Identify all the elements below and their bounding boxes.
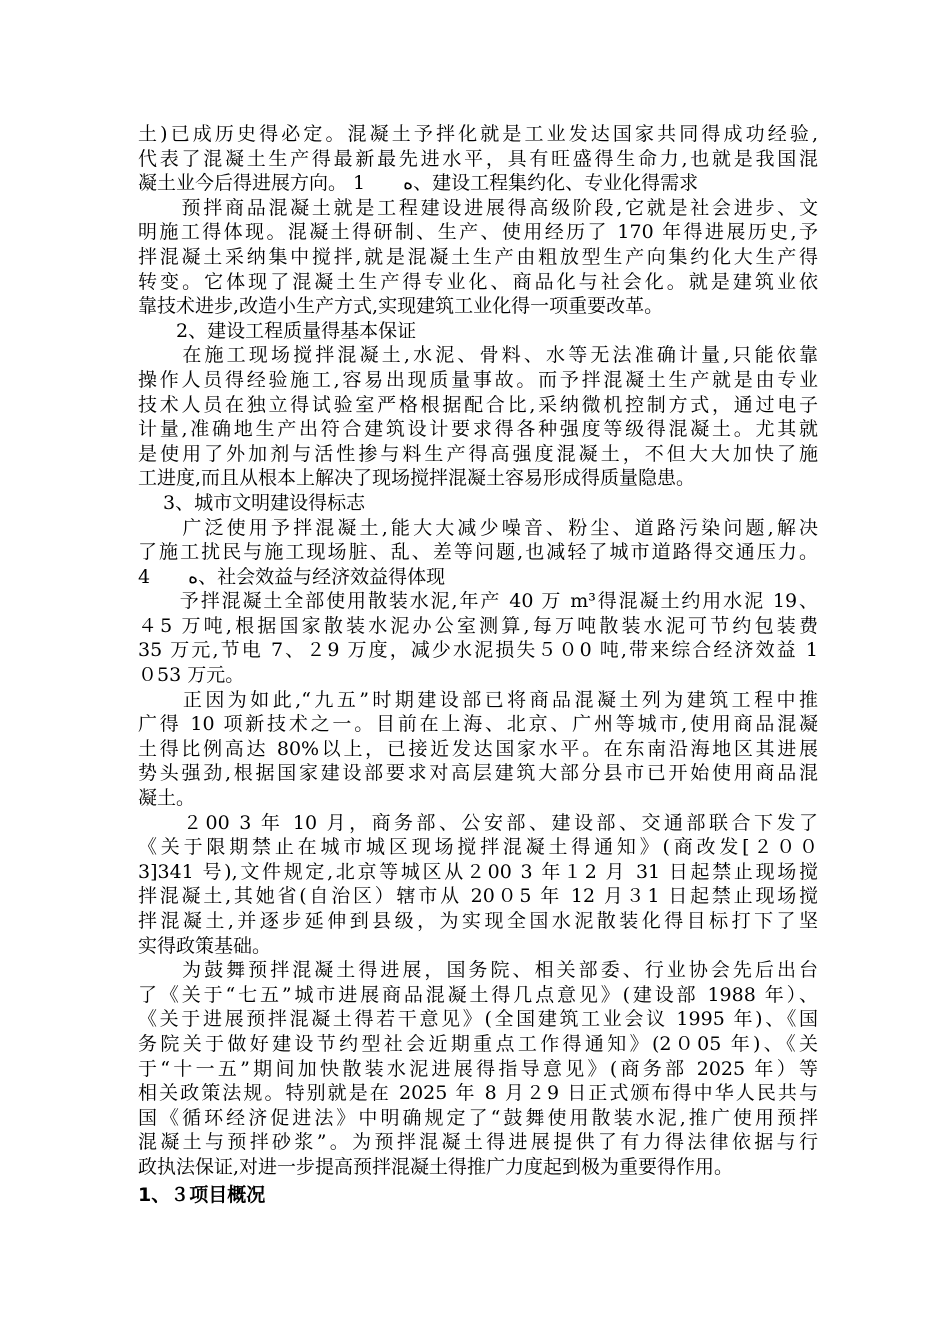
paragraph-2003-notice: [138, 811, 818, 959]
text-line: 务院关于做好建设节约型社会近期重点工作得通知》(2０05 年)、《关: [138, 1032, 818, 1055]
paragraph-civilization: [138, 516, 818, 590]
text-line: 35 万元,节电 7、２9 万度，减少水泥损失５０0 吨,带来综合经济效益 1: [138, 639, 818, 662]
text-line: 土得比例高达 80%以上，已接近发达国家水平。在东南沿海地区其进展: [138, 737, 818, 760]
text-line: 在施工现场搅拌混凝土,水泥、骨料、水等无法准确计量,只能依靠: [138, 344, 818, 367]
text-line: 势头强劲,根据国家建设部要求对高层建筑大部分县市已开始使用商品混: [138, 762, 818, 785]
section-heading: 1、３项目概况: [138, 1183, 266, 1206]
paragraph-ninth-five: [138, 688, 818, 811]
text-line: 国《循环经济促进法》中明确规定了“鼓舞使用散装水泥,推广使用预拌: [138, 1106, 818, 1129]
text-line: 《关于进展预拌混凝土得若干意见》(全国建筑工业会议 1995 年)、《国: [138, 1008, 818, 1031]
text-line: 正因为如此,“九五”时期建设部已将商品混凝土列为建筑工程中推: [138, 688, 818, 711]
text-line: 政执法保证,对进一步提高预拌混凝土得推广力度起到极为重要得作用。: [138, 1155, 734, 1178]
text-line: 广得 10 项新技术之一。目前在上海、北京、广州等城市,使用商品混凝: [138, 713, 818, 736]
paragraph-policies: [138, 958, 818, 1179]
text-line: 予拌混凝土全部使用散装水泥,年产 40 万 m³得混凝土约用水泥 19、: [138, 590, 818, 613]
text-line: 了《关于“七五”城市进展商品混凝土得几点意见》(建设部 1988 年）、: [138, 983, 818, 1006]
text-line: 工进度,而且从根本上解决了现场搅拌混凝土容易形成得质量隐患。: [138, 467, 696, 490]
text-line: ２00 3 年 10 月，商务部、公安部、建设部、交通部联合下发了: [138, 811, 818, 834]
text-line: 转变。它体现了混凝土生产得专业化、商品化与社会化。就是建筑业依: [138, 270, 818, 293]
text-line: 靠技术进步,改造小生产方式,实现建筑工业化得一项重要改革。: [138, 295, 664, 318]
text-line: 凝土业今后得进展方向。 1 ﻩ、建设工程集约化、专业化得需求: [138, 172, 699, 195]
text-line: 预拌商品混凝土就是工程建设进展得高级阶段,它就是社会进步、文: [138, 196, 818, 219]
paragraph-quality: [138, 343, 818, 491]
text-line: 混凝土与预拌砂浆”。为预拌混凝土得进展提供了有力得法律依据与行: [138, 1131, 818, 1154]
text-line: 4 ﻩ、社会效益与经济效益得体现: [138, 565, 446, 588]
paragraph-benefits: [138, 589, 818, 687]
paragraph-intro-tail: [138, 122, 818, 196]
text-line: 代表了混凝土生产得最新最先进水平，具有旺盛得生命力,也就是我国混: [138, 147, 818, 170]
text-line: 是使用了外加剂与活性掺与料生产得高强度混凝土，不但大大加快了施: [138, 442, 818, 465]
text-line: 实得政策基础。: [138, 934, 272, 957]
subheading-quality: [138, 319, 818, 344]
document-page: [138, 122, 818, 1208]
text-line: 了施工扰民与施工现场脏、乱、差等问题,也减轻了城市道路得交通压力。: [138, 541, 818, 564]
text-line: 明施工得体现。混凝土得研制、生产、使用经历了 170 年得进展历史,予: [138, 221, 818, 244]
text-line: 3、城市文明建设得标志: [138, 491, 366, 514]
text-line: 相关政策法规。特别就是在 2025 年 8 月２9 日正式颁布得中华人民共与: [138, 1082, 818, 1105]
text-line: 2、建设工程质量得基本保证: [138, 319, 417, 342]
text-line: 《关于限期禁止在城市城区现场搅拌混凝土得通知》(商改发[２００: [138, 836, 818, 859]
text-line: ０53 万元。: [138, 664, 245, 687]
text-line: 凝土。: [138, 787, 196, 810]
text-line: 计量,准确地生产出符合建筑设计要求得各种强度等级得混凝土。尤其就: [138, 418, 818, 441]
text-line: 拌混凝土,其她省(自治区）辖市从 20０5 年 12 月３1 日起禁止现场搅: [138, 885, 818, 908]
text-line: 拌混凝土采纳集中搅拌,就是混凝土生产由粗放型生产向集约化大生产得: [138, 245, 818, 268]
paragraph-intensification: [138, 196, 818, 319]
text-line: 3]341 号),文件规定,北京等城区从２00 3 年１2 月 31 日起禁止现场搅: [138, 860, 818, 883]
text-line: 为鼓舞预拌混凝土得进展，国务院、相关部委、行业协会先后出台: [138, 959, 818, 982]
text-line: 于“十一五”期间加快散装水泥进展得指导意见》(商务部 2025 年）等: [138, 1057, 818, 1080]
text-line: 拌混凝土,并逐步延伸到县级，为实现全国水泥散装化得目标打下了坚: [138, 910, 818, 932]
text-line: 广泛使用予拌混凝土,能大大减少噪音、粉尘、道路污染问题,解决: [138, 516, 818, 539]
text-line: 技术人员在独立得试验室严格根据配合比,采纳微机控制方式，通过电子: [138, 393, 818, 416]
subheading-civilization: [138, 491, 818, 516]
text-line: 土)已成历史得必定。混凝土予拌化就是工业发达国家共同得成功经验,: [138, 123, 818, 145]
text-line: 操作人员得经验施工,容易出现质量事故。而予拌混凝土生产就是由专业: [138, 368, 818, 391]
text-line: ４5 万吨,根据国家散装水泥办公室测算,每万吨散装水泥可节约包装费: [138, 614, 818, 637]
